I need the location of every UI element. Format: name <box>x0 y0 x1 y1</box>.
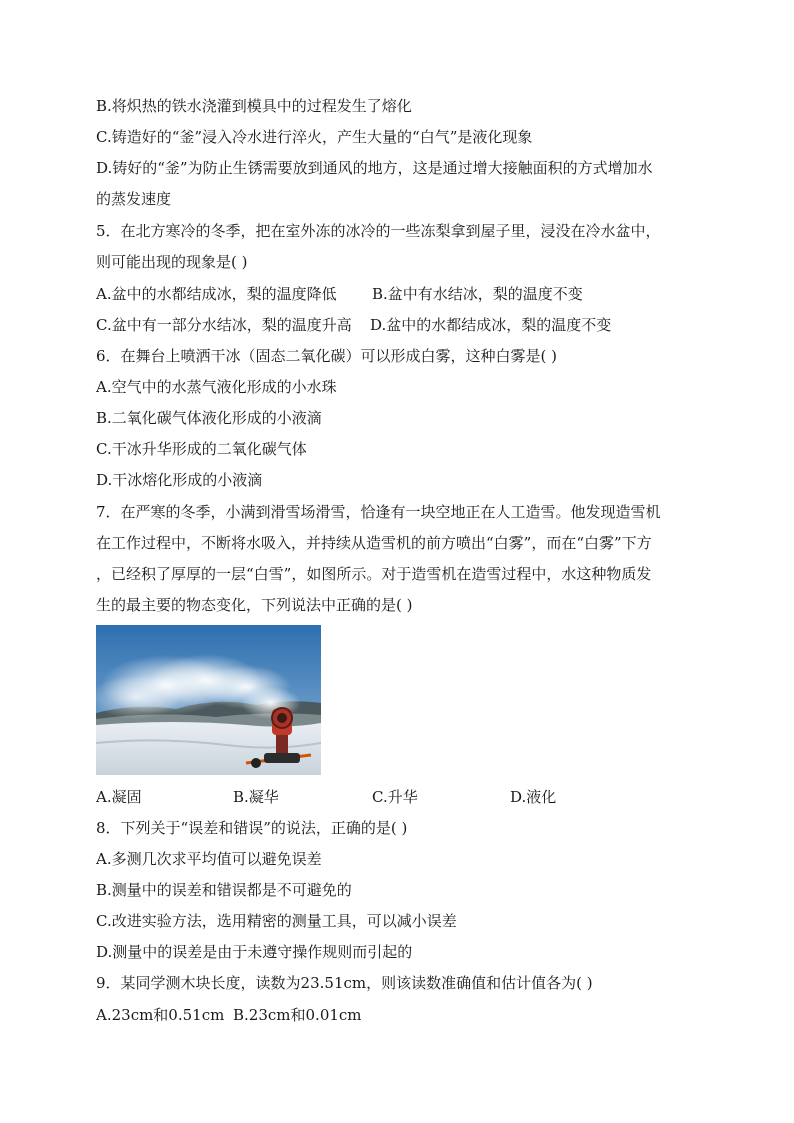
q8-option-b: B.测量中的误差和错误都是不可避免的 <box>96 881 352 899</box>
q7-stem-line1: 7．在严寒的冬季，小满到滑雪场滑雪，恰逢有一块空地正在人工造雪。他发现造雪机 <box>96 503 661 521</box>
q5-option-c: C.盆中有一部分水结冰，梨的温度升高 <box>96 316 352 334</box>
q7-option-c: C.升华 <box>372 788 418 806</box>
q7-option-a: A.凝固 <box>96 788 142 806</box>
q4-option-c: C.铸造好的“釜”浸入冷水进行淬火，产生大量的“白气”是液化现象 <box>96 128 533 146</box>
q6-option-a: A.空气中的水蒸气液化形成的小水珠 <box>96 378 337 396</box>
q6-option-c: C.干冰升华形成的二氧化碳气体 <box>96 440 307 458</box>
q4-option-d-line2: 的蒸发速度 <box>96 190 172 208</box>
q5-option-b: B.盆中有水结冰，梨的温度不变 <box>372 285 583 303</box>
q6-option-b: B.二氧化碳气体液化形成的小液滴 <box>96 409 322 427</box>
q8-option-c: C.改进实验方法，选用精密的测量工具，可以减小误差 <box>96 912 457 930</box>
q6-stem: 6．在舞台上喷洒干冰（固态二氧化碳）可以形成白雾，这种白雾是( ) <box>96 347 558 365</box>
q4-option-d-line1: D.铸好的“釜”为防止生锈需要放到通风的地方，这是通过增大接触面积的方式增加水 <box>96 159 653 177</box>
q7-option-d: D.液化 <box>510 788 557 806</box>
q9-option-b: B.23cm和0.01cm <box>233 1006 362 1024</box>
q9-option-a: A.23cm和0.51cm <box>96 1006 225 1024</box>
snow-machine-photo <box>96 625 321 775</box>
q6-option-d: D.干冰熔化形成的小液滴 <box>96 471 263 489</box>
q7-stem-line4: 生的最主要的物态变化，下列说法中正确的是( ) <box>96 596 413 614</box>
q8-option-d: D.测量中的误差是由于未遵守操作规则而引起的 <box>96 943 413 961</box>
q5-stem-line2: 则可能出现的现象是( ) <box>96 253 248 271</box>
q8-option-a: A.多测几次求平均值可以避免误差 <box>96 850 322 868</box>
q7-stem-line2: 在工作过程中，不断将水吸入，并持续从造雪机的前方喷出“白雾”，而在“白雾”下方 <box>96 534 652 552</box>
q5-option-d: D.盆中的水都结成冰，梨的温度不变 <box>370 316 612 334</box>
q5-stem-line1: 5．在北方寒冷的冬季，把在室外冻的冰冷的一些冻梨拿到屋子里，浸没在冷水盆中， <box>96 222 661 240</box>
q8-stem: 8．下列关于“误差和错误”的说法，正确的是( ) <box>96 819 408 837</box>
q7-option-b: B.凝华 <box>233 788 279 806</box>
q5-option-a: A.盆中的水都结成冰，梨的温度降低 <box>96 285 337 303</box>
q7-stem-line3: ，已经积了厚厚的一层“白雪”，如图所示。对于造雪机在造雪过程中，水这种物质发 <box>96 565 652 583</box>
q4-option-b: B.将炽热的铁水浇灌到模具中的过程发生了熔化 <box>96 97 412 115</box>
q9-stem: 9．某同学测木块长度，读数为23.51cm，则该读数准确值和估计值各为( ) <box>96 974 593 992</box>
